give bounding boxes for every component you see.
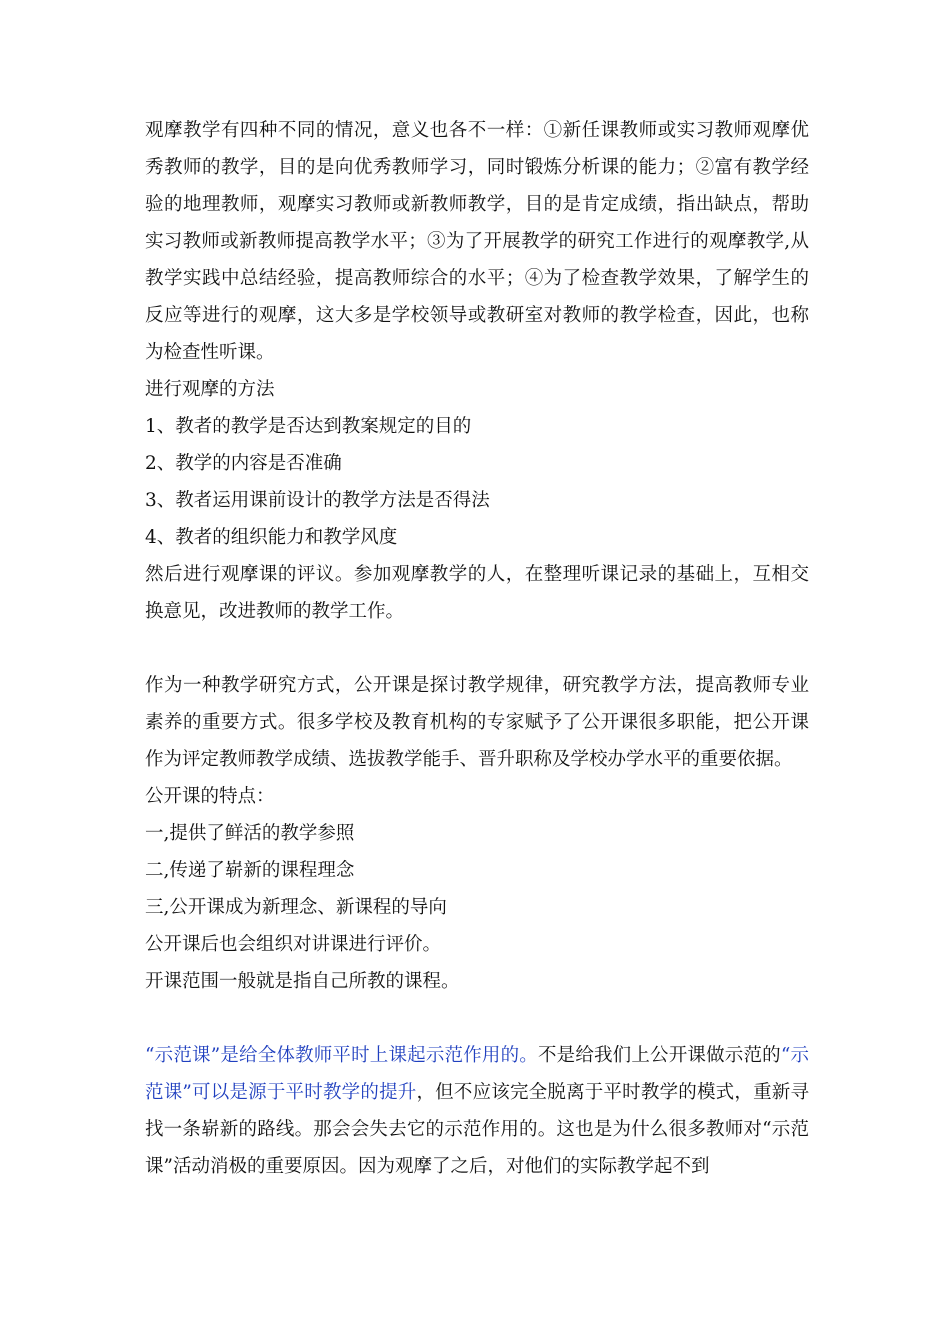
demo-class-paragraph [145, 1037, 809, 1185]
open-class-evaluation-note: 公开课后也会组织对讲课进行评价。 [145, 934, 442, 955]
method-item-2: 2、教学的内容是否准确 [145, 453, 342, 474]
method-item-1: 1、教者的教学是否达到教案规定的目的 [145, 416, 472, 437]
open-class-features-heading: 公开课的特点： [145, 786, 275, 807]
feature-item-2: 二,传递了崭新的课程理念 [145, 860, 355, 881]
demo-class-text-2: ，但不应该完全脱离于平时教学的模式，重新寻找一条崭新的路线。那会会失去它的示范作用的。这也是为什么很多教师对“示范课”活动消极的重要原因。因为观摩了之后，对他们的实际教学起不到 [145, 1082, 809, 1177]
paragraph-spacer [145, 1000, 809, 1037]
feature-item-1: 一,提供了鲜活的教学参照 [145, 823, 355, 844]
paragraph-spacer [145, 630, 809, 667]
demo-class-highlight-2: “示范课”可以是源于平时教学的提升 [145, 1045, 809, 1103]
observation-conclusion-paragraph: 然后进行观摩课的评议。参加观摩教学的人，在整理听课记录的基础上，互相交换意见，改进教师的教学工作。 [145, 564, 809, 622]
method-item-3: 3、教者运用课前设计的教学方法是否得法 [145, 490, 490, 511]
demo-class-highlight-1: “示范课”是给全体教师平时上课起示范作用的。 [145, 1045, 538, 1066]
feature-item-3: 三,公开课成为新理念、新课程的导向 [145, 897, 447, 918]
method-item-4: 4、教者的组织能力和教学风度 [145, 527, 398, 548]
observation-intro-paragraph: 观摩教学有四种不同的情况，意义也各不一样：①新任课教师或实习教师观摩优秀教师的教学，目的是向优秀教师学习，同时锻炼分析课的能力；②富有教学经验的地理教师，观摩实习教师或新教师教学，目的是肯定成绩，指出缺点，帮助实习教师或新教师提高教学水平；③为了开展教学的研究工作进行的观摩教学,从教学实践中总结经验，提高教师综合的水平；④为了检查教学效果，了解学生的反应等进行的观摩，这大多是学校领导或教研室对教师的教学检查，因此，也称为检查性听课。 [145, 120, 809, 363]
observation-methods-heading: 进行观摩的方法 [145, 379, 275, 400]
open-class-intro-paragraph: 作为一种教学研究方式，公开课是探讨教学规律，研究教学方法，提高教师专业素养的重要方式。很多学校及教育机构的专家赋予了公开课很多职能，把公开课作为评定教师教学成绩、选拔教学能手、晋升职称及学校办学水平的重要依据。 [145, 675, 809, 770]
demo-class-text-1: 不是给我们上公开课做示范的 [537, 1045, 781, 1066]
open-class-scope-note: 开课范围一般就是指自己所教的课程。 [145, 971, 460, 992]
document-body [145, 112, 809, 1185]
